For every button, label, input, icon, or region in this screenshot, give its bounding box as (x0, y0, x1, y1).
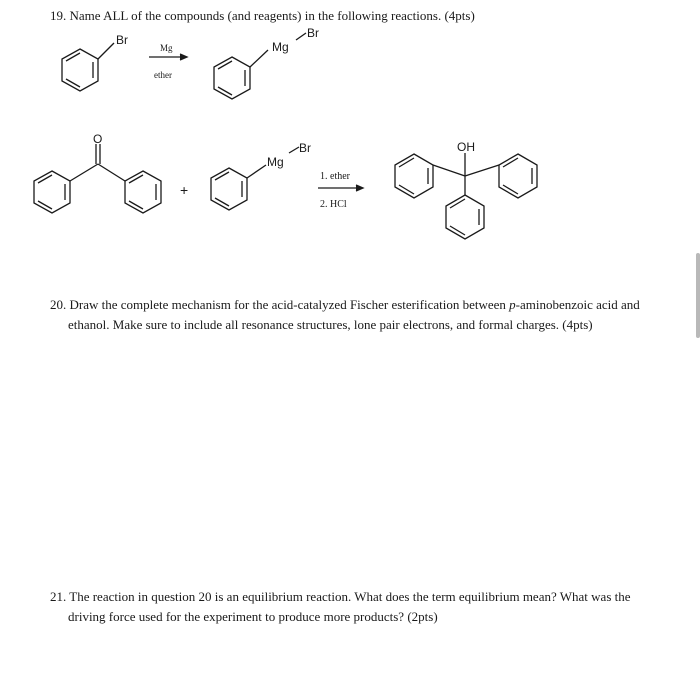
ketone-oxygen-label: O (93, 132, 103, 146)
q20-line1-end: -aminobenzoic acid and (515, 297, 640, 312)
q21-line2: driving force used for the experiment to produce more products? (2pts) (68, 609, 438, 624)
grignard-mg-label: Mg (267, 155, 284, 169)
reagent-ether-label: ether (154, 70, 172, 80)
plus-sign: + (180, 182, 189, 198)
step-2-label: 2. HCl (320, 199, 347, 210)
q20-line2: ethanol. Make sure to include all resonance structures, lone pair electrons, and formal charges. (4pts) (68, 317, 593, 332)
product-mg-label: Mg (272, 40, 289, 54)
grignard-br-label: Br (299, 141, 311, 155)
question-19-prompt: 19. Name ALL of the compounds (and reagents) in the following reactions. (4pts) (50, 8, 475, 23)
product-br-label: Br (307, 26, 319, 40)
question-20-prompt (50, 295, 650, 335)
q21-line1: 21. The reaction in question 20 is an equilibrium reaction. What does the term equilibrium mean? What was the (50, 589, 631, 604)
scrollbar-thumb[interactable] (696, 253, 700, 338)
phenylmagnesium-bromide-structure (214, 33, 306, 99)
bromine-label: Br (116, 33, 128, 47)
benzophenone-structure (34, 144, 161, 213)
step-1-label: 1. ether (320, 171, 350, 182)
triphenylmethanol-structure (395, 153, 537, 239)
bromobenzene-structure (62, 43, 114, 91)
question-21-prompt (50, 587, 650, 627)
reagent-mg-label: Mg (160, 43, 173, 53)
reaction-arrow-2 (318, 185, 363, 191)
q20-line1-start: 20. Draw the complete mechanism for the acid-catalyzed Fischer esterification between (50, 297, 510, 312)
q20-para-prefix: p (509, 297, 516, 312)
reaction-arrow-1 (149, 54, 187, 60)
hydroxyl-label: OH (457, 140, 475, 154)
phenylmagnesium-bromide-2-structure (211, 147, 299, 210)
